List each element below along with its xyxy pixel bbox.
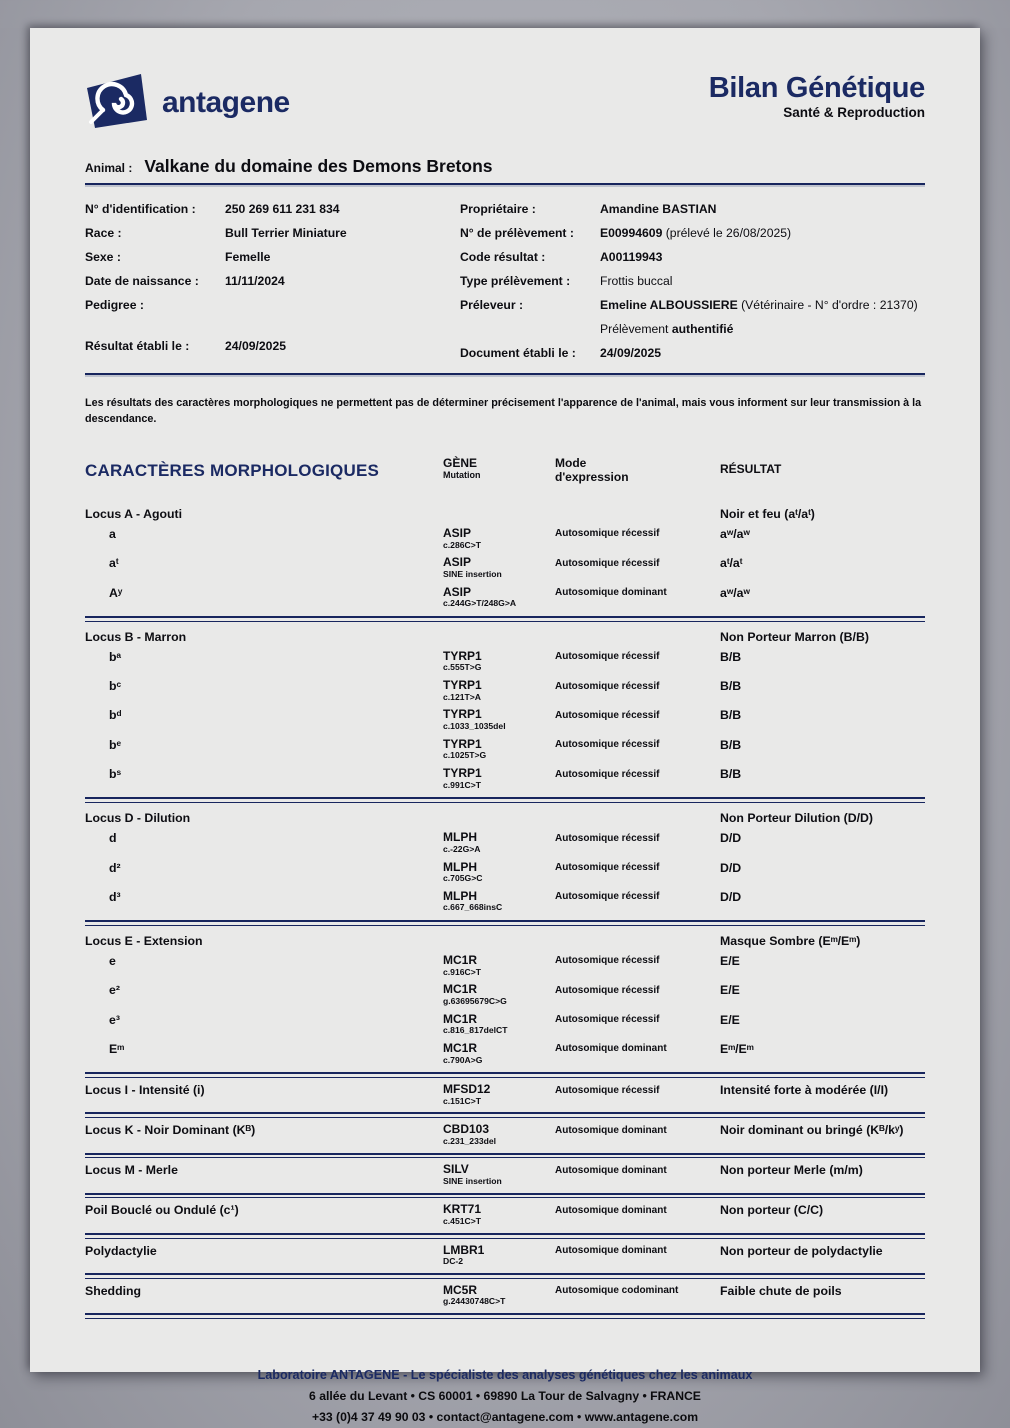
gene-mutation: SINE insertion [443,568,502,579]
info-field-value [225,245,270,269]
gene-cell [443,1203,555,1226]
info-row [460,341,925,365]
allele-label: d³ [109,889,121,904]
info-field-value [600,197,716,221]
gene-mutation: c.1025T>G [443,750,487,761]
gene-mutation: g.63695679C>G [443,995,507,1006]
gene-mutation: c.790A>G [443,1054,483,1065]
column-header-gene [443,457,555,480]
gene-mutation: c.451C>T [443,1216,481,1227]
gene-name: TYRP1 [443,648,482,663]
animal-row [85,156,925,177]
mode-label: Autosomique récessif [555,680,660,692]
footer-address-line: 6 allée du Levant • CS 60001 • 69890 La Tour de Salvagny • FRANCE [309,1388,701,1403]
info-value-segment: Frottis buccal [600,274,673,288]
result-value: Non Porteur Marron (B/B) [720,629,869,644]
locus-section [85,622,925,794]
gene-name: TYRP1 [443,736,482,751]
locus-header-row [85,1198,925,1228]
mode-label [555,507,720,509]
allele-row [85,980,925,1009]
locus-header-row [85,803,925,828]
info-field-label: Sexe : [85,250,121,264]
gene-name: LMBR1 [443,1242,485,1257]
section-title: CARACTÈRES MORPHOLOGIQUES [85,461,380,481]
info-row [85,293,460,317]
mode-label: Autosomique récessif [555,1014,660,1026]
allele-label: bˢ [109,767,122,782]
info-row [85,245,460,269]
table-header [85,457,925,485]
gene-cell [443,586,555,609]
locus-section [85,1118,925,1148]
info-field-label: Race : [85,226,122,240]
title-block [709,72,925,120]
gene-name: TYRP1 [443,707,482,722]
disclaimer-note: Les résultats des caractères morphologiques ne permettent pas de déterminer précisement l'apparence de l'animal, mais vous informent sur leur transmission à la descendance. [85,397,922,426]
allele-label: e³ [109,1012,120,1027]
gene-cell [443,738,555,761]
gene-name: ASIP [443,584,472,599]
mode-label: Autosomique récessif [555,709,660,721]
gene-cell [443,1013,555,1036]
animal-name: Valkane du domaine des Demons Bretons [144,156,493,176]
gene-name: MLPH [443,888,477,903]
allele-row [85,951,925,980]
mode-label: Autosomique dominant [555,1245,667,1257]
mode-label: Autosomique dominant [555,1043,667,1055]
mode-label [555,630,720,632]
info-row [85,221,460,245]
result-value: Eᵐ/Eᵐ [720,1041,754,1056]
info-value-segment: Amandine BASTIAN [600,202,717,216]
allele-label: d² [109,860,121,875]
mode-label: Autosomique récessif [555,832,660,844]
gene-cell [443,1244,555,1267]
gene-name: CBD103 [443,1122,490,1137]
gene-name: KRT71 [443,1202,482,1217]
gene-name: MFSD12 [443,1082,491,1097]
gene-name: MC1R [443,1011,478,1026]
gene-mutation: c.286C>T [443,539,481,550]
gene-cell [443,650,555,673]
info-field-value [225,221,347,245]
gene-cell [443,954,555,977]
result-value: aʷ/aʷ [720,526,750,541]
mode-label: Autosomique récessif [555,557,660,569]
mode-label: Autosomique récessif [555,955,660,967]
locus-section [85,499,925,612]
info-field-extra [460,317,925,341]
mode-label: Autosomique dominant [555,587,667,599]
brand-name: antagene [162,86,290,119]
gene-mutation: c.244G>T/248G>A [443,598,517,609]
gene-cell [443,556,555,579]
info-value-segment: authentifié [671,322,734,336]
locus-label: Locus A - Agouti [85,506,182,521]
column-header-mode-line1: Mode [555,456,587,471]
gene-name: TYRP1 [443,766,482,781]
divider [85,373,925,375]
info-row [85,334,460,358]
gene-mutation: c.121T>A [443,691,481,702]
info-value-segment: (prélevé le 26/08/2025) [662,226,792,240]
gene-cell [443,1083,555,1106]
info-field-label: N° de prélèvement : [460,226,574,240]
mode-label: Autosomique récessif [555,1084,660,1096]
report-title: Bilan Génétique [708,72,925,104]
antagene-spiral-icon [85,72,149,130]
locus-header-row [85,1279,925,1309]
locus-header-row [85,1158,925,1188]
column-header-mutation-label: Mutation [443,469,481,480]
gene-mutation: c.705G>C [443,873,483,884]
result-value: E/E [720,1012,740,1027]
result-value: aᵗ/aᵗ [720,556,743,571]
allele-row [85,676,925,705]
gene-mutation: c.231_233del [443,1135,497,1146]
info-field-value [600,245,662,269]
allele-label: bᵃ [109,649,122,664]
gene-cell [443,767,555,790]
footer-lab-line: Laboratoire ANTAGENE - Le spécialiste des analyses génétiques chez les animaux [257,1367,753,1382]
info-field-label: Date de naissance : [85,274,199,288]
gene-mutation: SINE insertion [443,1175,502,1186]
info-value-segment: 11/11/2024 [225,274,285,288]
result-value: B/B [720,708,742,723]
mode-label: Autosomique récessif [555,984,660,996]
gene-name: MC1R [443,982,478,997]
gene-mutation: DC-2 [443,1256,464,1267]
info-row [460,293,925,317]
mode-label [555,934,720,936]
animal-label: Animal : [85,161,133,175]
info-field-label: Document établi le : [460,346,576,360]
gene-cell [443,527,555,550]
info-field-label: Code résultat : [460,250,546,264]
results-table [85,499,925,1319]
allele-label: e² [109,983,120,998]
info-field-value [225,197,340,221]
report-subtitle: Santé & Reproduction [783,105,925,120]
info-field-value [600,293,918,317]
info-field-label: N° d'identification : [85,202,196,216]
info-field-value [225,269,285,293]
result-value: D/D [720,889,742,904]
info-value-segment: Bull Terrier Miniature [225,226,347,240]
gene-name: SILV [443,1162,469,1177]
locus-label: Locus K - Noir Dominant (Kᴮ) [85,1123,256,1138]
identity-column-right [460,197,925,365]
mode-label: Autosomique récessif [555,739,660,751]
info-field-label: Pedigree : [85,298,144,312]
result-value: Faible chute de poils [720,1283,842,1298]
allele-row [85,524,925,553]
allele-label: Eᵐ [109,1041,125,1056]
gene-name: ASIP [443,525,472,540]
gene-mutation: c.916C>T [443,966,481,977]
gene-cell [443,1163,555,1186]
mode-label: Autosomique codominant [555,1285,679,1297]
gene-name: MLPH [443,859,477,874]
info-value-segment: (Vétérinaire - N° d'ordre : 21370) [737,298,918,312]
info-value-segment: 250 269 611 231 834 [225,202,340,216]
locus-section [85,1198,925,1228]
info-field-value [225,334,286,358]
allele-label: bᶜ [109,679,122,694]
allele-row [85,1039,925,1068]
info-value-segment: 24/09/2025 [225,339,286,353]
allele-row [85,828,925,857]
gene-cell [443,983,555,1006]
result-value: D/D [720,831,742,846]
allele-row [85,1010,925,1039]
locus-header-row [85,622,925,647]
result-value: Non porteur de polydactylie [720,1243,883,1258]
gene-mutation: c.1033_1035del [443,721,506,731]
result-value: Noir dominant ou bringé (Kᴮ/kʸ) [720,1123,904,1138]
info-field-label: Type prélèvement : [460,274,571,288]
gene-name: ASIP [443,555,472,570]
info-row [460,245,925,269]
locus-section [85,1239,925,1269]
allele-row [85,705,925,734]
result-value: aʷ/aʷ [720,585,750,600]
info-value-segment: Femelle [225,250,271,264]
gene-cell [443,831,555,854]
info-field-label: Préleveur : [460,298,524,312]
allele-row [85,858,925,887]
mode-label: Autosomique dominant [555,1204,667,1216]
column-header-mode [555,457,720,485]
mode-label: Autosomique récessif [555,862,660,874]
info-value-segment: Prélèvement [600,322,672,336]
info-value-segment: A00119943 [600,250,663,264]
allele-label: bᵈ [109,708,122,723]
info-field-label-spacer [460,317,600,341]
info-field-label: Propriétaire : [460,202,536,216]
section-divider [85,1313,925,1319]
gene-cell [443,1284,555,1307]
mode-label: Autosomique récessif [555,768,660,780]
allele-label: e [109,953,116,968]
allele-row [85,553,925,582]
identity-block [85,197,925,365]
gene-name: MC5R [443,1282,478,1297]
allele-row [85,764,925,793]
info-row [85,197,460,221]
info-value-segment: E00994609 [600,226,663,240]
result-value: B/B [720,737,742,752]
locus-section [85,1158,925,1188]
mode-label: Autosomique récessif [555,651,660,663]
gene-mutation: c.991C>T [443,779,481,790]
report-footer [85,1365,925,1428]
gene-cell [443,1123,555,1146]
result-value: E/E [720,953,740,968]
info-row [460,269,925,293]
gene-cell [443,708,555,731]
result-value: E/E [720,983,740,998]
locus-section [85,926,925,1068]
gene-cell [443,1042,555,1065]
locus-header-row [85,1118,925,1148]
report-header [85,72,925,130]
result-value: Masque Sombre (Eᵐ/Eᵐ) [720,933,861,948]
allele-label: Aʸ [109,585,123,600]
allele-row [85,583,925,612]
info-value-segment: Emeline ALBOUSSIERE [600,298,738,312]
allele-label: bᵉ [109,737,122,752]
column-header-mode-line2: d'expression [555,470,629,485]
result-value: B/B [720,767,742,782]
result-value: Noir et feu (aᵗ/aᵗ) [720,506,815,521]
gene-mutation: c.-22G>A [443,843,481,854]
info-field-value [600,221,791,245]
allele-row [85,887,925,916]
gene-name: TYRP1 [443,678,482,693]
locus-label: Locus M - Merle [85,1163,178,1178]
gene-cell [443,861,555,884]
gene-cell [443,890,555,913]
identity-column-left [85,197,460,365]
result-value: Non Porteur Dilution (D/D) [720,811,874,826]
info-row [85,269,460,293]
locus-section [85,1279,925,1309]
info-field-value [600,317,733,341]
locus-section [85,803,925,916]
allele-label: d [109,831,117,846]
gene-mutation: c.816_817delCT [443,1025,508,1036]
antagene-logo [85,72,290,130]
info-value-segment: 24/09/2025 [600,346,661,360]
gene-mutation: c.151C>T [443,1095,481,1106]
locus-label: Poil Bouclé ou Ondulé (c¹) [85,1203,239,1218]
result-value: Non porteur Merle (m/m) [720,1163,863,1178]
locus-header-row [85,1239,925,1269]
info-field-value [600,341,661,365]
result-value: B/B [720,649,742,664]
document-page [30,28,980,1424]
gene-mutation: c.667_668insC [443,902,503,913]
footer-contact-line: +33 (0)4 37 49 90 03 • contact@antagene.com • www.antagene.com [311,1409,699,1424]
info-row [460,197,925,221]
column-header-result: RÉSULTAT [720,462,782,477]
mode-label [555,811,720,813]
mode-label: Autosomique dominant [555,1124,667,1136]
locus-header-row [85,499,925,524]
allele-row [85,647,925,676]
gene-name: MLPH [443,830,477,845]
result-value: Intensité forte à modérée (I/I) [720,1083,889,1098]
result-value: D/D [720,860,742,875]
allele-label: a [109,526,116,541]
result-value: B/B [720,679,742,694]
mode-label: Autosomique dominant [555,1164,667,1176]
locus-label: Shedding [85,1283,142,1298]
info-field-label: Résultat établi le : [85,339,190,353]
gene-cell [443,679,555,702]
mode-label: Autosomique récessif [555,891,660,903]
result-value: Non porteur (C/C) [720,1203,824,1218]
locus-header-row [85,1078,925,1108]
divider [85,183,925,185]
allele-row [85,735,925,764]
locus-label: Polydactylie [85,1243,157,1258]
locus-label: Locus E - Extension [85,933,203,948]
locus-header-row [85,926,925,951]
locus-section [85,1078,925,1108]
column-header-gene-label: GÈNE [443,456,478,471]
info-field-value [600,269,672,293]
locus-label: Locus I - Intensité (i) [85,1083,205,1098]
gene-name: MC1R [443,1040,478,1055]
mode-label: Autosomique récessif [555,528,660,540]
gene-mutation: c.555T>G [443,662,482,673]
allele-label: aᵗ [109,556,119,571]
gene-name: MC1R [443,952,478,967]
locus-label: Locus D - Dilution [85,811,191,826]
info-row [460,221,925,245]
locus-label: Locus B - Marron [85,629,187,644]
gene-mutation: g.24430748C>T [443,1296,506,1307]
